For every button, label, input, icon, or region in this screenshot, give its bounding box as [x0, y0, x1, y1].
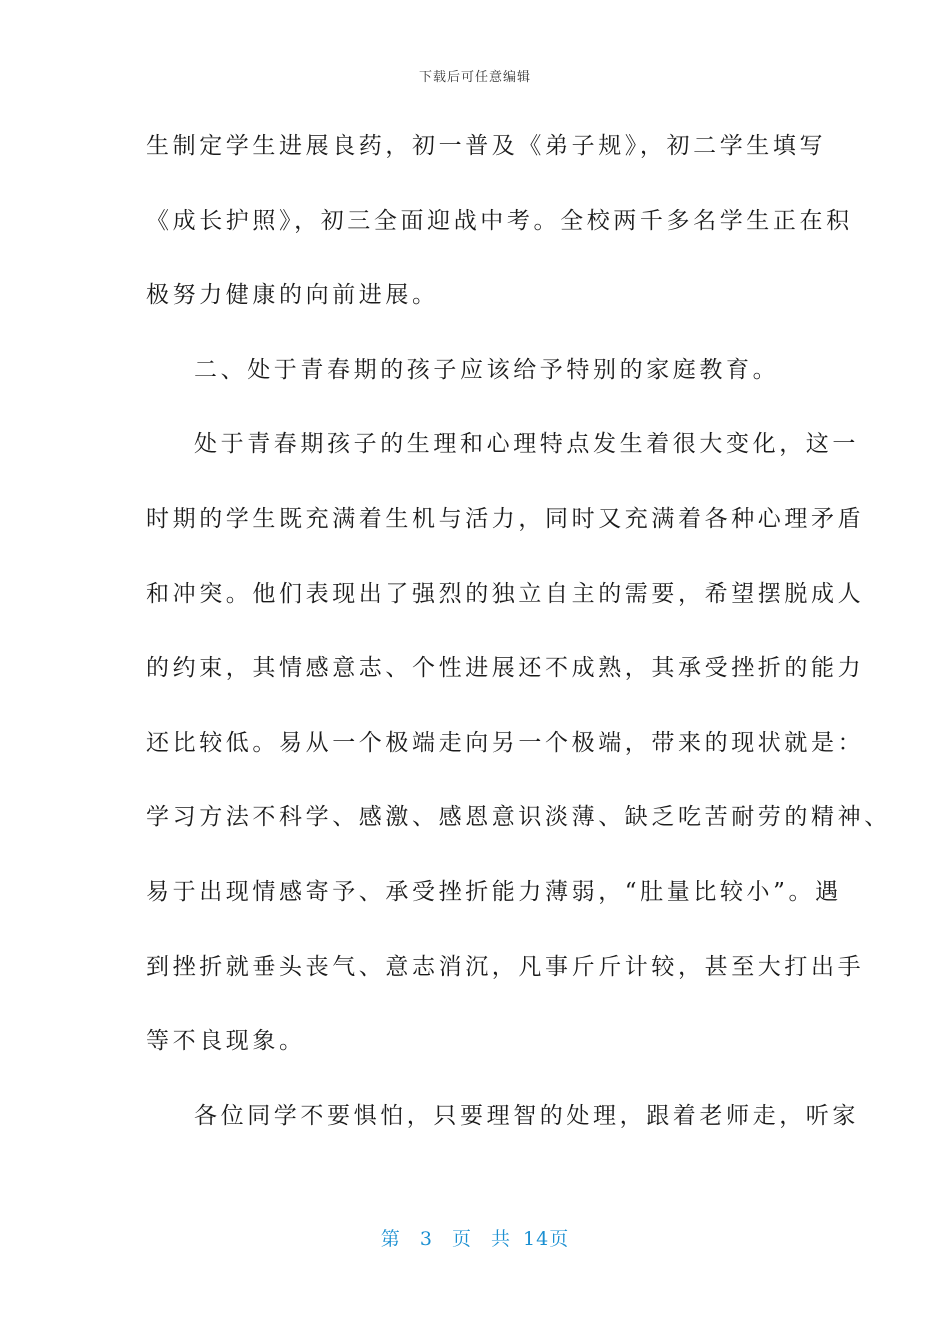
body-line: 学习方法不科学、感激、感恩意识淡薄、缺乏吃苦耐劳的精神、: [146, 804, 891, 831]
body-line: 等不良现象。: [146, 1028, 306, 1055]
page-label-prefix: 第: [380, 1228, 401, 1250]
total-pages: 14页: [523, 1228, 570, 1250]
body-line: 的约束，其情感意志、个性进展还不成熟，其承受挫折的能力: [146, 655, 865, 682]
document-body: [146, 124, 891, 1168]
page-header: 下载后可任意编辑: [418, 70, 531, 85]
body-line: 处于青春期孩子的生理和心理特点发生着很大变化，这一: [194, 431, 859, 458]
body-line: 和冲突。他们表现出了强烈的独立自主的需要，希望摆脱成人: [146, 580, 865, 607]
body-line: 还比较低。易从一个极端走向另一个极端，带来的现状就是：: [146, 729, 865, 756]
page-label-mid: 页: [451, 1228, 472, 1250]
body-line: 到挫折就垂头丧气、意志消沉，凡事斤斤计较，甚至大打出手: [146, 953, 865, 980]
section-heading: 二、处于青春期的孩子应该给予特别的家庭教育。: [194, 356, 780, 383]
body-line: 《成长护照》，初三全面迎战中考。全校两千多名学生正在积: [146, 207, 853, 234]
body-line: 生制定学生进展良药，初一普及《弟子规》，初二学生填写: [146, 133, 827, 159]
page-footer: [0, 1224, 950, 1251]
body-line: 极努力健康的向前进展。: [146, 282, 439, 309]
body-line: 时期的学生既充满着生机与活力，同时又充满着各种心理矛盾: [146, 505, 865, 532]
body-line: 各位同学不要惧怕，只要理智的处理，跟着老师走，听家: [194, 1102, 859, 1129]
total-label: 共: [491, 1228, 512, 1250]
body-line: 易于出现情感寄予、承受挫折能力薄弱，“肚量比较小”。遇: [146, 878, 842, 905]
current-page-number: 3: [419, 1228, 433, 1250]
